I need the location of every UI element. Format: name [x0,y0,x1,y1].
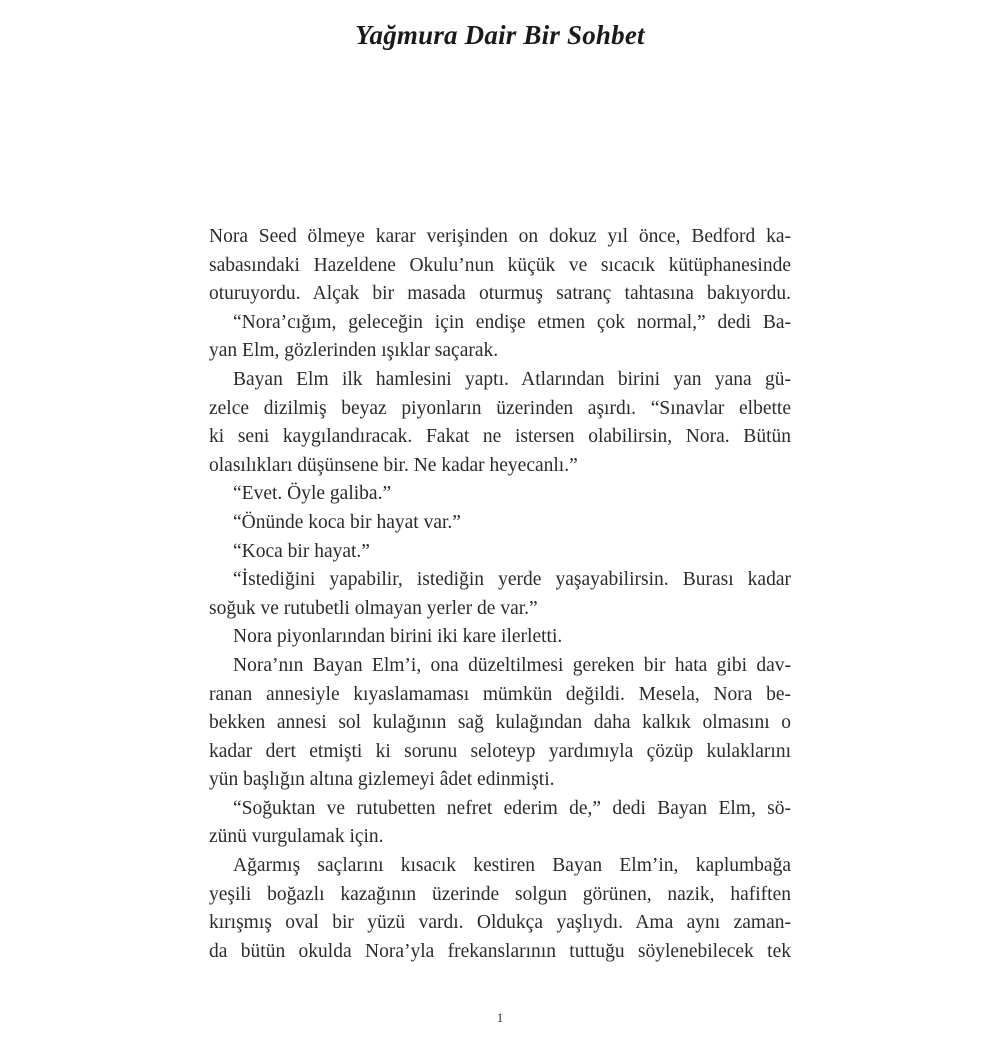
text-line: bekken annesi sol kulağının sağ kulağından daha kalkık olmasını o [209,712,791,734]
text-line: olasılıkları düşünsene bir. Ne kadar heyecanlı.” [209,454,578,476]
text-line: yan Elm, gözlerinden ışıklar saçarak. [209,340,499,362]
text-line: kırışmış oval bir yüzü vardı. Oldukça yaşlıydı. Ama aynı zaman- [209,912,791,934]
text-line: kadar dert etmişti ki sorunu seloteyp yardımıyla çözüp kulaklarını [209,740,791,762]
text-line: soğuk ve rutubetli olmayan yerler de var.” [209,597,538,619]
text-line: “Koca bir hayat.” [233,540,370,562]
text-line: Bayan Elm ilk hamlesini yaptı. Atlarından birini yan yana gü- [233,368,791,390]
text-line: “Önünde koca bir hayat var.” [233,511,461,533]
text-line: Nora’nın Bayan Elm’i, ona düzeltilmesi gereken bir hata gibi dav- [233,654,791,676]
text-line: zünü vurgulamak için. [209,826,384,848]
chapter-body [209,223,791,966]
text-line: ki seni kaygılandıracak. Fakat ne istersen olabilirsin, Nora. Bütün [209,426,791,448]
text-line: oturuyordu. Alçak bir masada oturmuş satranç tahtasına bakıyordu. [209,283,791,305]
text-line: Nora Seed ölmeye karar verişinden on dokuz yıl önce, Bedford ka- [209,226,791,247]
text-line: sabasındaki Hazeldene Okulu’nun küçük ve sıcacık kütüphanesinde [209,254,791,276]
text-line: “Evet. Öyle galiba.” [233,483,392,505]
text-line: yün başlığın altına gizlemeyi âdet edinmişti. [209,769,555,791]
text-line: da bütün okulda Nora’yla frekanslarının tuttuğu söylenebilecek tek [209,940,791,962]
text-line: “Soğuktan ve rutubetten nefret ederim de,” dedi Bayan Elm, sö- [233,797,791,819]
text-line: yeşili boğazlı kazağının üzerinde solgun görünen, nazik, hafiften [209,883,791,905]
text-line: Ağarmış saçlarını kısacık kestiren Bayan Elm’in, kaplumbağa [233,855,791,877]
chapter-title: Yağmura Dair Bir Sohbet [355,20,645,50]
text-line: zelce dizilmiş beyaz piyonların üzerinden aşırdı. “Sınavlar elbette [209,397,791,419]
text-line: Nora piyonlarından birini iki kare ilerletti. [233,626,563,648]
text-line: “Nora’cığım, geleceğin için endişe etmen çok normal,” dedi Ba- [233,311,791,333]
text-line: ranan annesiyle kıyaslamaması mümkün değildi. Mesela, Nora be- [209,683,791,705]
text-line: “İstediğini yapabilir, istediğin yerde yaşayabilirsin. Burası kadar [233,569,791,591]
page-number: 1 [496,1010,504,1025]
